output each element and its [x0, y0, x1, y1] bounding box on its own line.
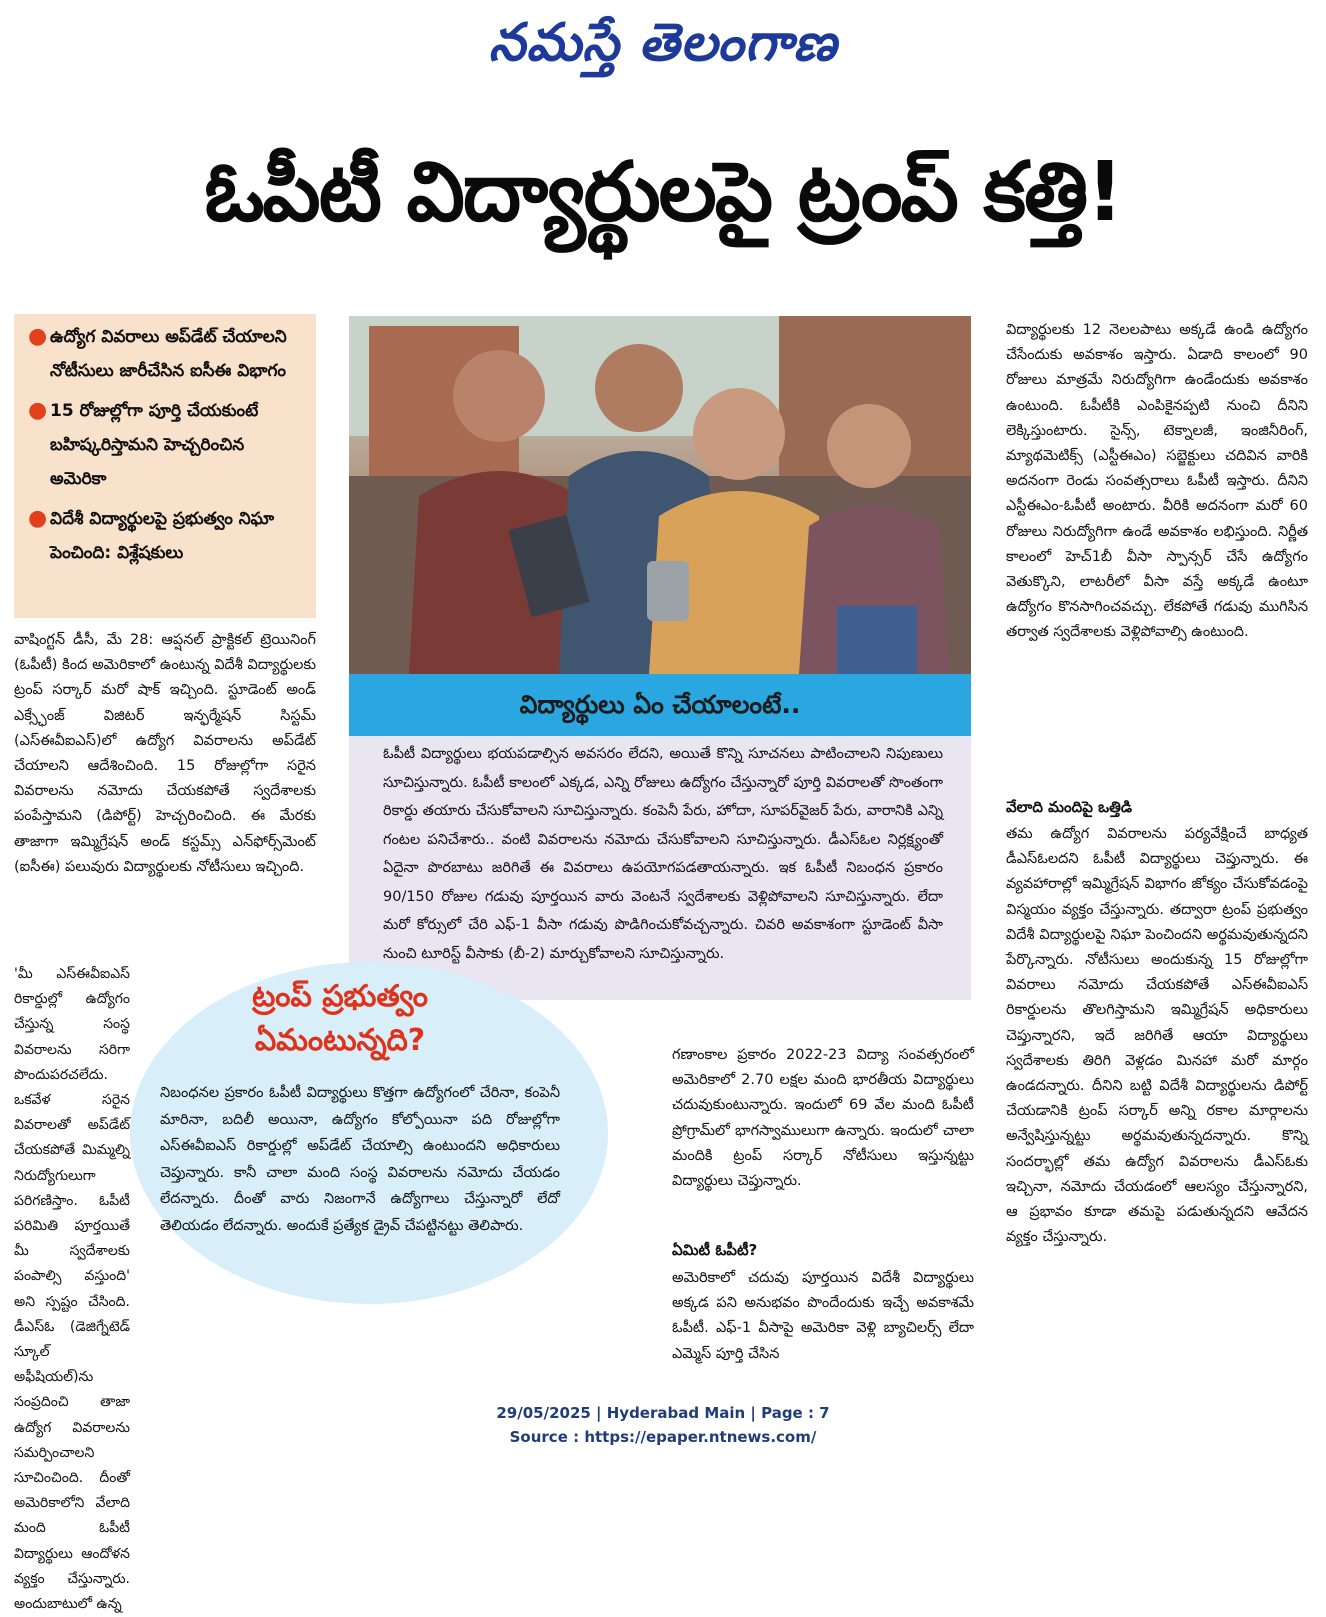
- left-column-para1: వాషింగ్టన్ డీసీ, మే 28: ఆప్షనల్ ప్రాక్టికల్ ట్రెయినింగ్ (ఓపీటీ) కింద అమెరికాలో ఉంటున్న విదేశీ విద్యార్థులకు ట్రంప్ సర్కార్ మరో షాక్ ఇచ్చింది. స్టూడెంట్ అండ్ ఎక్స్ఛేంజ్ విజిటర్ ఇన్ఫర్మేషన్ సిస్టమ్ (ఎస్ఈవీఐఎస్)లో ఉద్యోగ వివరాలను అప్‌డేట్ చేయాలని ఆదేశించింది. 15 రోజుల్లోగా సరైన వివరాలను నమోదు చేయకపోతే స్వదేశాలకు పంపేస్తామని (డిపోర్ట్) హెచ్చరించింది. ఈ మేరకు తాజాగా ఇమ్మిగ్రేషన్ అండ్ కస్టమ్స్ ఎన్‌ఫోర్స్‌మెంట్ (ఐసీఈ) పలువురు విద్యార్థులకు నోటీసులు ఇచ్చింది.: [14, 632, 316, 875]
- bullet-icon: ●: [28, 398, 48, 423]
- middle-lower-para2: అమెరికాలో చదువు పూర్తయిన విదేశీ విద్యార్థులు అక్కడ పని అనుభవం పొందేందుకు ఇచ్చే అవకాశమే ఓపీటీ. ఎఫ్-1 వీసాపై అమెరికా వెళ్లి బ్యాచిలర్స్ లేదా ఎమ్మెస్ పూర్తి చేసిన: [672, 1270, 974, 1362]
- highlight-text: ఉద్యోగ వివరాలు అప్‌డేట్ చేయాలని నోటీసులు జారీచేసిన ఐసీఈ విభాగం: [50, 327, 287, 381]
- photo-illustration: [349, 316, 971, 674]
- section-heading-what-is-opt: ఏమిటీ ఓపీటీ?: [672, 1241, 758, 1259]
- highlight-text: 15 రోజుల్లోగా పూర్తి చేయకుంటే బహిష్కరిస్తామని హెచ్చరించిన అమెరికా: [50, 401, 259, 489]
- bubble-title: ట్రంప్ ప్రభుత్వం ఏమంటున్నది?: [252, 979, 428, 1058]
- source-link[interactable]: Source : https://epaper.ntnews.com/: [509, 1428, 817, 1446]
- highlight-item: [28, 502, 306, 570]
- right-column-para2: తమ ఉద్యోగ వివరాలను పర్యవేక్షించే బాధ్యత డీఎస్ఓలదని ఓపీటీ విద్యార్థులు చెప్తున్నారు. ఈ వ్యవహారాల్లో ఇమ్మిగ్రేషన్ విభాగం జోక్యం చేసుకోవడంపై విస్మయం వ్యక్తం చేస్తున్నారు. తద్వారా ట్రంప్ ప్రభుత్వం విదేశీ విద్యార్థులపై నిఘా పెంచిందని అర్థమవుతున్నదని పేర్కొన్నారు. నోటీసులు అందుకున్న 15 రోజుల్లోగా వివరాలు నమోదు చేయకపోతే ఎస్ఈవీఐఎస్ రికార్డులను తొలగిస్తామని ఇమ్మిగ్రేషన్ అధికారులు చెప్తున్నారని, ఇదే జరిగితే ఆయా విద్యార్థులు స్వదేశాలకు తిరిగి వెళ్లడం మినహా మరో మార్గం ఉండదన్నారు. దీనిని బట్టి విదేశీ విద్యార్థులను డిపోర్ట్ చేయడానికి ట్రంప్ సర్కార్ అన్ని రకాల మార్గాలను అన్వేషిస్తున్నట్టు అర్థమవుతున్నదన్నారు. కొన్ని సందర్భాల్లో తమ ఉద్యోగ వివరాలను డీఎస్ఓకు ఇచ్చినా, నమోదు చేయడంలో ఆలస్యం చేస్తున్నారని, ఆ ప్రభావం కూడా తమపై పడుతున్నదని ఆవేదన వ్యక్తం చేస్తున్నారు.: [1006, 826, 1308, 1246]
- bubble-text: నిబంధనల ప్రకారం ఓపీటీ విద్యార్థులు కొత్తగా ఉద్యోగంలో చేరినా, కంపెనీ మారినా, బదిలీ అయినా, ఉద్యోగం కోల్పోయినా పది రోజుల్లోగా ఎస్ఈవీఐఎస్ రికార్డుల్లో అప్‌డేట్ చేయాల్సి ఉంటుందని అధికారులు చెప్తున్నారు. కానీ చాలా మంది సంస్థ వివరాలను నమోదు చేయడం లేదన్నారు. దీంతో వారు నిజంగానే ఉద్యోగాలు చేస్తున్నారో లేదో తెలియడం లేదన్నారు. అందుకే ప్రత్యేక డ్రైవ్ చేపట్టినట్టు తెలిపారు.: [160, 1085, 560, 1234]
- bullet-icon: ●: [28, 506, 48, 531]
- bullet-icon: ●: [28, 324, 48, 349]
- highlight-item: [28, 394, 306, 496]
- edition-info: 29/05/2025 | Hyderabad Main | Page : 7: [496, 1404, 830, 1422]
- left-column-para2: 'మీ ఎస్ఈవీఐఎస్ రికార్డుల్లో ఉద్యోగం చేస్తున్న సంస్థ వివరాలను సరిగా పొందుపరచలేదు. ఒకవేళ సరైన వివరాలతో అప్‌డేట్ చేయకపోతే మిమ్మల్ని నిరుద్యోగులుగా పరిగణిస్తాం. ఓపీటీ పరిమితి పూర్తయితే మీ స్వదేశాలకు పంపాల్సి వస్తుంది' అని స్పష్టం చేసింది. డీఎస్ఓ (డెజిగ్నేటెడ్ స్కూల్ అఫీషియల్)ను సంప్రదించి తాజా ఉద్యోగ వివరాలను సమర్పించాలని సూచించింది. దీంతో అమెరికాలోని వేలాది మంది ఓపీటీ విద్యార్థులు ఆందోళన వ్యక్తం చేస్తున్నారు. అందుబాటులో ఉన్న: [14, 966, 130, 1613]
- highlight-text: విదేశీ విద్యార్థులపై ప్రభుత్వం నిఘా పెంచింది: విశ్లేషకులు: [50, 509, 275, 563]
- highlight-item: [28, 320, 306, 388]
- section-heading-pressure: వేలాది మందిపై ఒత్తిడి: [1006, 798, 1132, 816]
- newspaper-masthead: నమస్తే తెలంగాణ: [488, 12, 838, 73]
- box-body-text: ఓపీటీ విద్యార్థులు భయపడాల్సిన అవసరం లేదని, అయితే కొన్ని సూచనలు పాటించాలని నిపుణులు సూచిస్తున్నారు. ఓపీటీ కాలంలో ఎక్కడ, ఎన్ని రోజులు ఉద్యోగం చేస్తున్నారో పూర్తి వివరాలతో సొంతంగా రికార్డు తయారు చేసుకోవాలని సూచిస్తున్నారు. కంపెనీ పేరు, హోదా, సూపర్‌వైజర్ పేరు, వారానికి ఎన్ని గంటల పనిచేశారు.. వంటి వివరాలను నమోదు చేసుకోవాలని సూచిస్తున్నారు. డీఎస్ఓల నిర్లక్ష్యంతో ఏదైనా పొరబాటు జరిగితే ఈ వివరాలు ఉపయోగపడతాయన్నారు. ఇక ఓపీటీ నిబంధన ప్రకారం 90/150 రోజుల గడువు పూర్తయిన వారు వెంటనే స్వదేశాలకు వెళ్లిపోవాలని సూచిస్తున్నారు. లేదా మరో కోర్సులో చేరి ఎఫ్-1 వీసా గడువు పొడిగించుకోవచ్చన్నారు. చివరి అవకాశంగా స్టూడెంట్ వీసా నుంచి టూరిస్ట్ వీసాకు (బీ-2) మార్చుకోవాలని సూచిస్తున్నారు.: [383, 746, 943, 962]
- students-photo: [349, 316, 971, 674]
- middle-lower-para1: గణాంకాల ప్రకారం 2022-23 విద్యా సంవత్సరంలో అమెరికాలో 2.70 లక్షల మంది భారతీయ విద్యార్థులు చదువుకుంటున్నారు. ఇందులో 69 వేల మంది ఓపీటీ ప్రోగ్రామ్‌లో భాగస్వాములుగా ఉన్నారు. ఇందులో చాలా మందికి ట్రంప్ సర్కార్ నోటీసులు ఇస్తున్నట్టు విద్యార్థులు చెప్తున్నారు.: [672, 1047, 974, 1190]
- highlights-box: [14, 314, 316, 618]
- box-title-banner: విద్యార్థులు ఏం చేయాలంటే..: [349, 674, 971, 736]
- main-headline: ఓపీటీ విద్యార్థులపై ట్రంప్ కత్తి!: [204, 145, 1122, 240]
- box-body: [349, 736, 971, 1000]
- right-column-para1: విద్యార్థులకు 12 నెలలపాటు అక్కడే ఉండి ఉద్యోగం చేసేందుకు అవకాశం ఇస్తారు. ఏడాది కాలంలో 90 రోజులు మాత్రమే నిరుద్యోగిగా ఉండేందుకు అవకాశం ఉంటుంది. ఓపీటీకి ఎంపికైనప్పటి నుంచి దీనిని లెక్కిస్తుంటారు. సైన్స్, టెక్నాలజీ, ఇంజినీరింగ్, మ్యాథమెటిక్స్ (ఎస్టీఈఎం) సబ్జెక్టులు చదివిన వారికి అదనంగా రెండు సంవత్సరాలు ఓపీటీ ఇస్తారు. దీనిని ఎస్టీఈఎం-ఓపీటీ అంటారు. వీరికి అదనంగా మరో 60 రోజులు నిరుద్యోగిగా ఉండే అవకాశం లభిస్తుంది. నిర్ణీత కాలంలో హెచ్1బీ వీసా స్పాన్సర్ చేసే ఉద్యోగం వెతుక్కొని, లాటరీలో వీసా వస్తే అక్కడే ఉంటూ ఉద్యోగం కొనసాగించవచ్చు. లేకపోతే గడువు ముగిసిన తర్వాత స్వదేశాలకు వెళ్లిపోవాల్సి ఉంటుంది.: [1006, 322, 1308, 641]
